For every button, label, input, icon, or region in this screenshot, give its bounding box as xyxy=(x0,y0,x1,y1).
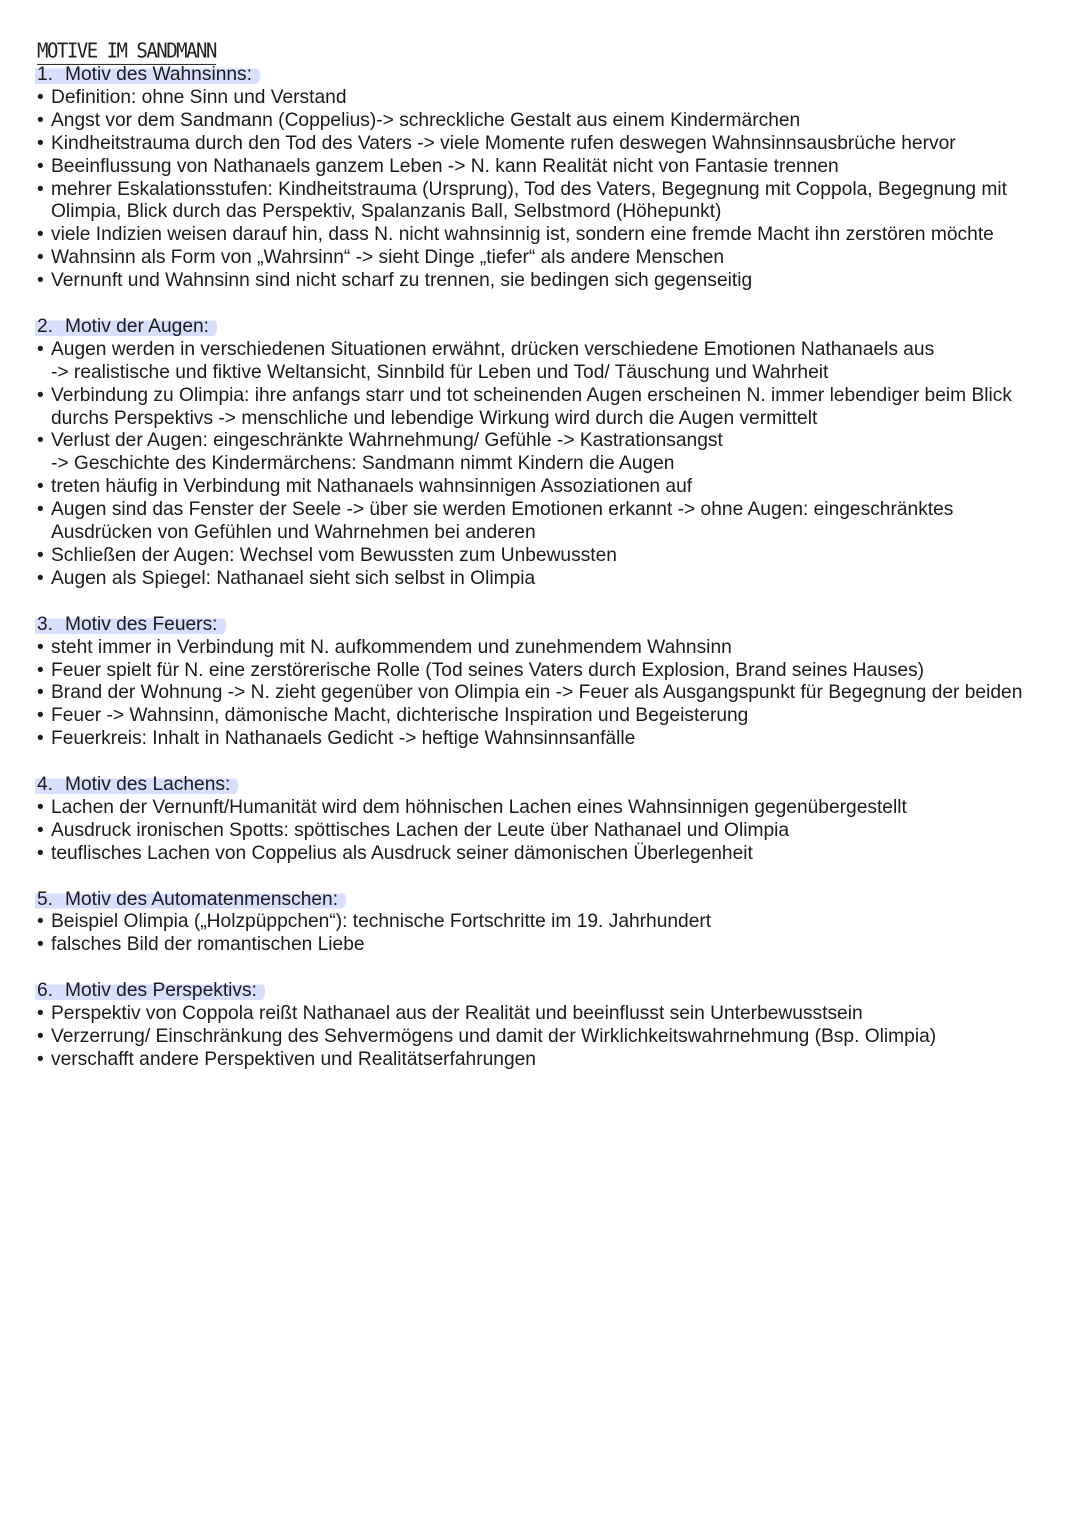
bullet-item: • treten häufig in Verbindung mit Nathanaels wahnsinnigen Assoziationen auf xyxy=(37,476,1077,499)
bullet-item: • Feuer spielt für N. eine zerstörerische Rolle (Tod seines Vaters durch Explosion, Brand seines Hauses) xyxy=(37,660,1077,683)
bullet-item: • Feuer -> Wahnsinn, dämonische Macht, dichterische Inspiration und Begeisterung xyxy=(37,705,1077,728)
bullet-item: • Brand der Wohnung -> N. zieht gegenüber von Olimpia ein -> Feuer als Ausgangspunkt für Begegnung der beiden xyxy=(37,682,1077,705)
motif-section-1 xyxy=(37,64,1077,293)
bullet-item: • Beeinflussung von Nathanaels ganzem Leben -> N. kann Realität nicht von Fantasie trennen xyxy=(37,156,1077,179)
bullet-item: • Vernunft und Wahnsinn sind nicht scharf zu trennen, sie bedingen sich gegenseitig xyxy=(37,270,1077,293)
bullet-continuation: Olimpia, Blick durch das Perspektiv, Spalanzanis Ball, Selbstmord (Höhepunkt) xyxy=(51,201,722,223)
section-number: 5. xyxy=(37,888,54,910)
bullet-item: • Verlust der Augen: eingeschränkte Wahrnehmung/ Gefühle -> Kastrationsangst xyxy=(37,430,1077,453)
bullet-item: • Augen als Spiegel: Nathanael sieht sich selbst in Olimpia xyxy=(37,568,1077,591)
bullet-list xyxy=(37,87,1077,293)
heading-highlight xyxy=(35,889,346,912)
heading-highlight xyxy=(35,64,260,87)
section-heading xyxy=(37,980,1077,1003)
page-title: MOTIVE IM SANDMANN xyxy=(37,38,216,65)
bullet-item: • falsches Bild der romantischen Liebe xyxy=(37,934,1077,957)
bullet-item: • Ausdruck ironischen Spotts: spöttisches Lachen der Leute über Nathanael und Olimpia xyxy=(37,820,1077,843)
bullet-item: • viele Indizien weisen darauf hin, dass N. nicht wahnsinnig ist, sondern eine fremde Macht ihn zerstören möchte xyxy=(37,224,1077,247)
section-heading-text: Motiv des Automatenmenschen: xyxy=(65,888,339,910)
bullet-continuation: Ausdrücken von Gefühlen und Wahrnehmen bei anderen xyxy=(51,522,536,544)
section-heading xyxy=(37,889,1077,912)
bullet-item: • mehrer Eskalationsstufen: Kindheitstrauma (Ursprung), Tod des Vaters, Begegnung mit Coppola, Begegnung mit xyxy=(37,179,1077,202)
bullet-item: • Augen sind das Fenster der Seele -> über sie werden Emotionen erkannt -> ohne Augen: eingeschränktes xyxy=(37,499,1077,522)
motif-section-3 xyxy=(37,614,1077,751)
bullet-item: • Angst vor dem Sandmann (Coppelius)-> schreckliche Gestalt aus einem Kindermärchen xyxy=(37,110,1077,133)
section-number: 2. xyxy=(37,315,54,337)
section-heading xyxy=(37,614,1077,637)
bullet-item: • Beispiel Olimpia („Holzpüppchen“): technische Fortschritte im 19. Jahrhundert xyxy=(37,911,1077,934)
bullet-item: • steht immer in Verbindung mit N. aufkommendem und zunehmendem Wahnsinn xyxy=(37,637,1077,660)
bullet-item: • Verzerrung/ Einschränkung des Sehvermögens und damit der Wirklichkeitswahrnehmung (Bsp. Olimpia) xyxy=(37,1026,1077,1049)
bullet-list xyxy=(37,637,1077,752)
bullet-continuation: -> realistische und fiktive Weltansicht, Sinnbild für Leben und Tod/ Täuschung und Wahrheit xyxy=(51,361,829,383)
section-heading-text: Motiv der Augen: xyxy=(65,315,209,337)
bullet-item: • Feuerkreis: Inhalt in Nathanaels Gedicht -> heftige Wahnsinnsanfälle xyxy=(37,728,1077,751)
bullet-item: • Verbindung zu Olimpia: ihre anfangs starr und tot scheinenden Augen erscheinen N. immer lebendiger beim Blick xyxy=(37,385,1077,408)
motif-section-6 xyxy=(37,980,1077,1072)
section-number: 6. xyxy=(37,980,54,1002)
bullet-item: • Kindheitstrauma durch den Tod des Vaters -> viele Momente rufen deswegen Wahnsinnsausbrüche hervor xyxy=(37,133,1077,156)
section-heading-text: Motiv des Perspektivs: xyxy=(65,980,257,1002)
document-body xyxy=(37,64,1077,1095)
section-heading-text: Motiv des Lachens: xyxy=(65,774,231,796)
bullet-item: • Lachen der Vernunft/Humanität wird dem höhnischen Lachen eines Wahnsinnigen gegenübergestellt xyxy=(37,797,1077,820)
motif-section-5 xyxy=(37,889,1077,958)
section-heading xyxy=(37,316,1077,339)
bullet-continuation: -> Geschichte des Kindermärchens: Sandmann nimmt Kindern die Augen xyxy=(51,453,675,475)
bullet-list xyxy=(37,1003,1077,1072)
bullet-list xyxy=(37,911,1077,957)
section-heading xyxy=(37,64,1077,87)
section-heading-text: Motiv des Wahnsinns: xyxy=(65,64,252,85)
bullet-item: • Augen werden in verschiedenen Situationen erwähnt, drücken verschiedene Emotionen Nathanaels aus xyxy=(37,339,1077,362)
section-heading xyxy=(37,774,1077,797)
motif-section-2 xyxy=(37,316,1077,591)
section-number: 3. xyxy=(37,613,54,635)
motif-section-4 xyxy=(37,774,1077,866)
bullet-list xyxy=(37,797,1077,866)
section-heading-text: Motiv des Feuers: xyxy=(65,613,218,635)
bullet-continuation: durchs Perspektivs -> menschliche und lebendige Wirkung wird durch die Augen vermittelt xyxy=(51,407,818,429)
bullet-item: • Schließen der Augen: Wechsel vom Bewussten zum Unbewussten xyxy=(37,545,1077,568)
heading-highlight xyxy=(35,316,217,339)
bullet-item: • Wahnsinn als Form von „Wahrsinn“ -> sieht Dinge „tiefer“ als andere Menschen xyxy=(37,247,1077,270)
heading-highlight xyxy=(35,614,226,637)
section-number: 1. xyxy=(37,64,54,85)
section-number: 4. xyxy=(37,774,54,796)
bullet-item: • teuflisches Lachen von Coppelius als Ausdruck seiner dämonischen Überlegenheit xyxy=(37,843,1077,866)
heading-highlight xyxy=(35,774,238,797)
bullet-item: • verschafft andere Perspektiven und Realitätserfahrungen xyxy=(37,1049,1077,1072)
bullet-item: • Definition: ohne Sinn und Verstand xyxy=(37,87,1077,110)
bullet-list xyxy=(37,339,1077,591)
heading-highlight xyxy=(35,980,265,1003)
bullet-item: • Perspektiv von Coppola reißt Nathanael aus der Realität und beeinflusst sein Unterbewusstsein xyxy=(37,1003,1077,1026)
